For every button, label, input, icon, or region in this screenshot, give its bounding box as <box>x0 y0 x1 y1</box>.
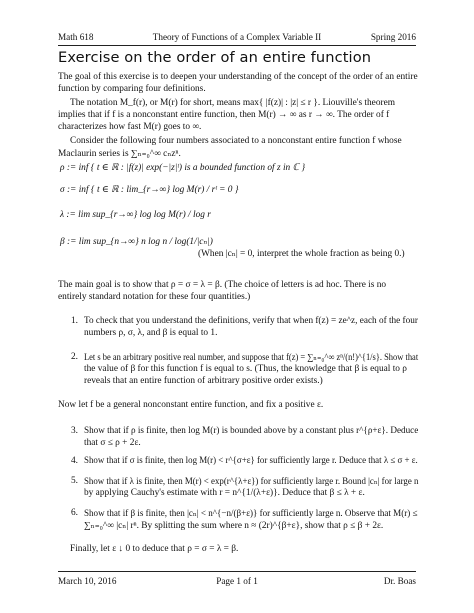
definition-beta-note: (When |cₙ| = 0, interpret the whole fraction as being 0.) <box>198 249 405 259</box>
item-2-line-3: reveals that an entire function of arbitrary positive order exists.) <box>84 376 323 386</box>
notation-line-2: implies that if f is a nonconstant entire function, then M(r) → ∞ as r → ∞. The order of f <box>58 110 390 120</box>
page-title: Exercise on the order of an entire function <box>58 49 372 66</box>
item-5-line-1: Show that if λ is finite, then M(r) < exp(r^{λ+ε}) for sufficiently large r. Bound |cₙ| for large n <box>84 477 419 487</box>
header-title: Theory of Functions of a Complex Variable II <box>152 32 322 42</box>
item-6-line-2: ∑ₙ₌₀^∞ |cₙ| rⁿ. By splitting the sum where n ≈ (2r)^{β+ε}, show that ρ ≤ β + 2ε. <box>84 521 384 531</box>
item-5-line-2: by applying Cauchy's estimate with r = n^{1/(λ+ε)}. Deduce that β ≤ λ + ε. <box>84 488 365 498</box>
item-6-line-1: Show that if β is finite, then |cₙ| < n^{−n/(β+ε)} for sufficiently large n. Observe that M(r) ≤ <box>84 509 418 519</box>
consider-line-2: Maclaurin series is ∑ₙ₌₀^∞ cₙzⁿ. <box>58 149 181 159</box>
item-6-number: 6. <box>71 508 79 518</box>
definition-sigma: σ := inf { t ∈ ℝ : lim_{r→∞} log M(r) / rᵗ = 0 } <box>60 185 239 195</box>
item-5-number: 5. <box>71 476 79 486</box>
item-1-line-1: To check that you understand the definitions, verify that when f(z) = ze^z, each of the four <box>84 316 418 326</box>
definition-beta: β := lim sup_{n→∞} n log n / log(1/|cₙ|) <box>60 237 213 247</box>
footer-author: Dr. Boas <box>383 576 416 586</box>
definition-rho: ρ := inf { t ∈ ℝ : |f(z)| exp(−|z|ᵗ) is a bounded function of z in ℂ } <box>60 163 306 173</box>
item-3-line-2: that σ ≤ ρ + 2ε. <box>84 438 141 448</box>
item-1-line-2: numbers ρ, σ, λ, and β is equal to 1. <box>84 328 218 338</box>
item-2-line-1: Let s be an arbitrary positive real number, and suppose that f(z) = ∑ₙ₌₀^∞ zⁿ/(n!)^{1/s}. Show that <box>84 353 419 363</box>
finally-line: Finally, let ε ↓ 0 to deduce that ρ = σ = λ = β. <box>70 544 239 554</box>
header-term: Spring 2016 <box>370 32 416 42</box>
footer-rule <box>58 571 416 572</box>
item-2-number: 2. <box>71 352 79 362</box>
main-goal-line-2: entirely standard notation for these four quantities.) <box>58 292 251 302</box>
header-course: Math 618 <box>58 32 94 42</box>
item-2-line-2: the value of β for this function f is equal to s. (Thus, the knowledge that β is equal to ρ <box>84 364 407 374</box>
intro-line-1: The goal of this exercise is to deepen your understanding of the concept of the order of an entire <box>58 72 418 82</box>
item-1-number: 1. <box>71 316 79 326</box>
footer-page: Page 1 of 1 <box>216 576 258 586</box>
notation-line-3: characterizes how fast M(r) goes to ∞. <box>58 122 202 132</box>
footer-date: March 10, 2016 <box>58 576 117 586</box>
item-4-line-1: Show that if σ is finite, then log M(r) < r^{σ+ε} for sufficiently large r. Deduce that λ ≤ σ + ε. <box>84 456 418 466</box>
intro-line-2: function by comparing four definitions. <box>58 84 206 94</box>
item-3-number: 3. <box>71 426 79 436</box>
now-let-line: Now let f be a general nonconstant entire function, and fix a positive ε. <box>58 400 324 410</box>
item-4-number: 4. <box>71 456 79 466</box>
header-rule <box>58 45 416 46</box>
main-goal-line-1: The main goal is to show that ρ = σ = λ = β. (The choice of letters is ad hoc. There is no <box>58 280 387 290</box>
definition-lambda: λ := lim sup_{r→∞} log log M(r) / log r <box>60 210 211 220</box>
item-3-line-1: Show that if ρ is finite, then log M(r) is bounded above by a constant plus r^{ρ+ε}. Deduce <box>84 426 419 436</box>
consider-line-1: Consider the following four numbers associated to a nonconstant entire function f whose <box>70 136 402 146</box>
notation-line-1: The notation M_f(r), or M(r) for short, means max{ |f(z)| : |z| ≤ r }. Liouville's theorem <box>70 98 396 108</box>
